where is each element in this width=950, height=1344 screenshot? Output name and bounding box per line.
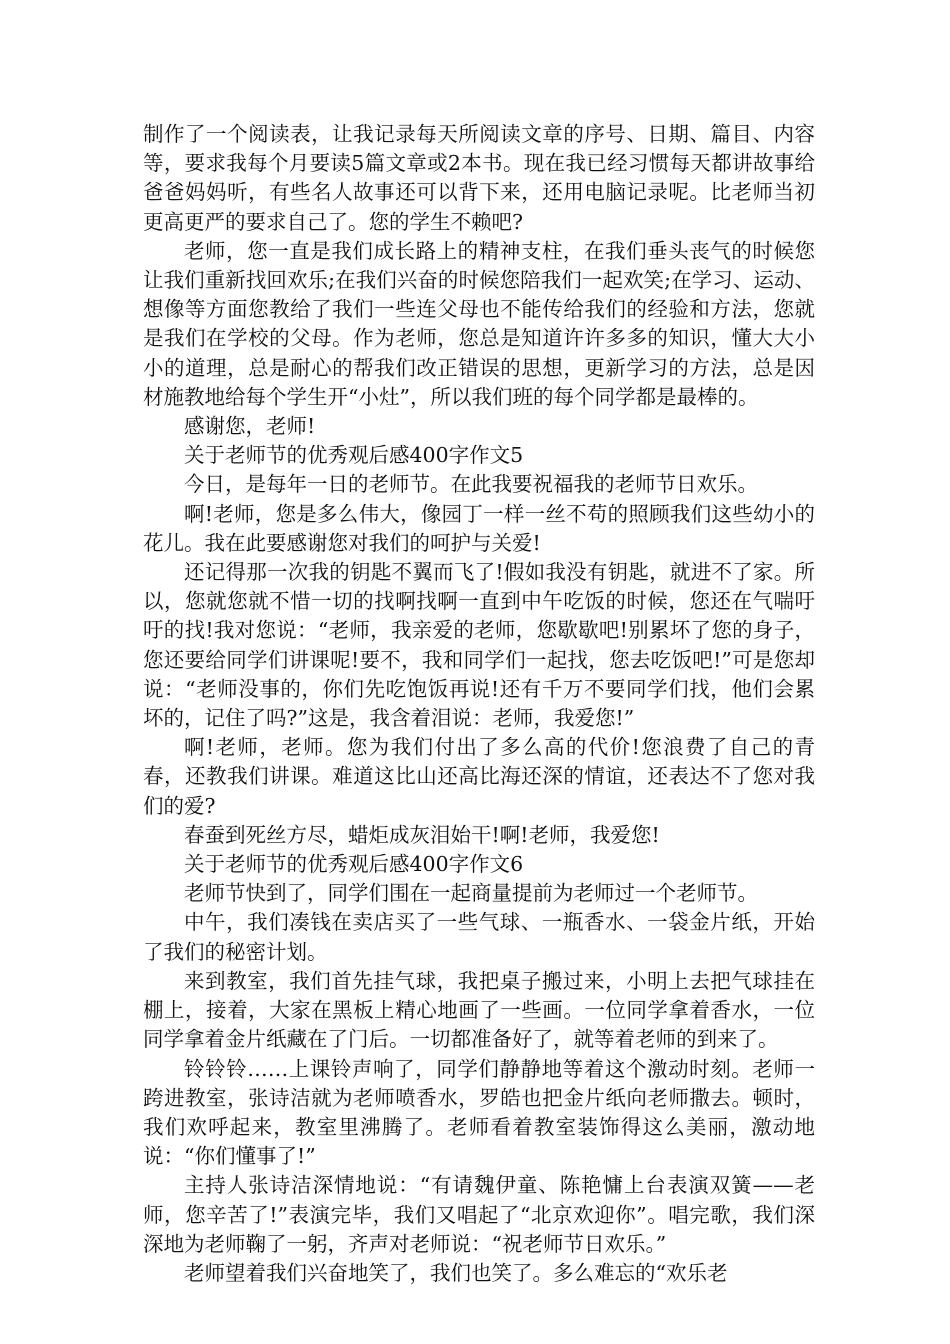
paragraph: 感谢您，老师!	[184, 414, 316, 439]
section-heading: 关于老师节的优秀观后感400字作文6	[184, 852, 524, 877]
paragraph: 今日，是每年一日的老师节。在此我要祝福我的老师节日欢乐。	[184, 472, 758, 497]
paragraph: 啊!老师，您是多么伟大，像园丁一样一丝不苟的照顾我们这些幼小的花儿。我在此要感谢您对我们的呵护与关爱!	[143, 501, 815, 555]
paragraph: 还记得那一次我的钥匙不翼而飞了!假如我没有钥匙，就进不了家。所以，您就您就不惜一切的找啊找啊一直到中午吃饭的时候，您还在气喘吁吁的找!我对您说：“老师，我亲爱的老师，您歇歇吧!别累坏了您的身子，您还要给同学们讲课呢!要不，我和同学们一起找，您去吃饭吧!”可是您却说：“老师没事的，你们先吃饱饭再说!还有千万不要同学们找，他们会累坏的，记住了吗?”这是，我含着泪说：老师，我爱您!”	[143, 560, 815, 731]
section-heading: 关于老师节的优秀观后感400字作文5	[184, 443, 524, 468]
paragraph: 老师节快到了，同学们围在一起商量提前为老师过一个老师节。	[184, 881, 758, 906]
paragraph-truncated: 老师望着我们兴奋地笑了，我们也笑了。多么难忘的“欢乐老	[184, 1260, 728, 1285]
paragraph-continued: 制作了一个阅读表，让我记录每天所阅读文章的序号、日期、篇目、内容等，要求我每个月要读5篇文章或2本书。现在我已经习惯每天都讲故事给爸爸妈妈听，有些名人故事还可以背下来，还用电脑记录呢。比老师当初更高更严的要求自己了。您的学生不赖吧?	[143, 122, 815, 234]
paragraph: 来到教室，我们首先挂气球，我把桌子搬过来，小明上去把气球挂在棚上，接着，大家在黑板上精心地画了一些画。一位同学拿着香水，一位同学拿着金片纸藏在了门后。一切都准备好了，就等着老师的到来了。	[143, 968, 815, 1052]
paragraph: 啊!老师，老师。您为我们付出了多么高的代价!您浪费了自己的青春，还教我们讲课。难道这比山还高比海还深的情谊，还表达不了您对我们的爱?	[143, 735, 815, 818]
paragraph: 铃铃铃……上课铃声响了，同学们静静地等着这个激动时刻。老师一跨进教室，张诗洁就为老师喷香水，罗皓也把金片纸向老师撒去。顿时，我们欢呼起来，教室里沸腾了。老师看着教室装饰得这么美丽，激动地说：“你们懂事了!”	[143, 1056, 815, 1169]
document-body	[143, 120, 815, 1288]
paragraph: 老师，您一直是我们成长路上的精神支柱，在我们垂头丧气的时候您让我们重新找回欢乐;在我们兴奋的时候您陪我们一起欢笑;在学习、运动、想像等方面您教给了我们一些连父母也不能传给我们的经验和方法，您就是我们在学校的父母。作为老师，您总是知道许许多多的知识，懂大大小小的道理，总是耐心的帮我们改正错误的思想，更新学习的方法，总是因材施教地给每个学生开“小灶”，所以我们班的每个同学都是最棒的。	[143, 238, 815, 409]
paragraph: 春蚕到死丝方尽，蜡炬成灰泪始干!啊!老师，我爱您!	[184, 822, 660, 847]
paragraph: 中午，我们凑钱在卖店买了一些气球、一瓶香水、一袋金片纸，开始了我们的秘密计划。	[143, 910, 815, 964]
paragraph: 主持人张诗洁深情地说：“有请魏伊童、陈艳慵上台表演双簧——老师，您辛苦了!”表演完毕，我们又唱起了“北京欢迎你”。唱完歌，我们深深地为老师鞠了一躬，齐声对老师说：“祝老师节日欢乐。”	[143, 1173, 815, 1256]
